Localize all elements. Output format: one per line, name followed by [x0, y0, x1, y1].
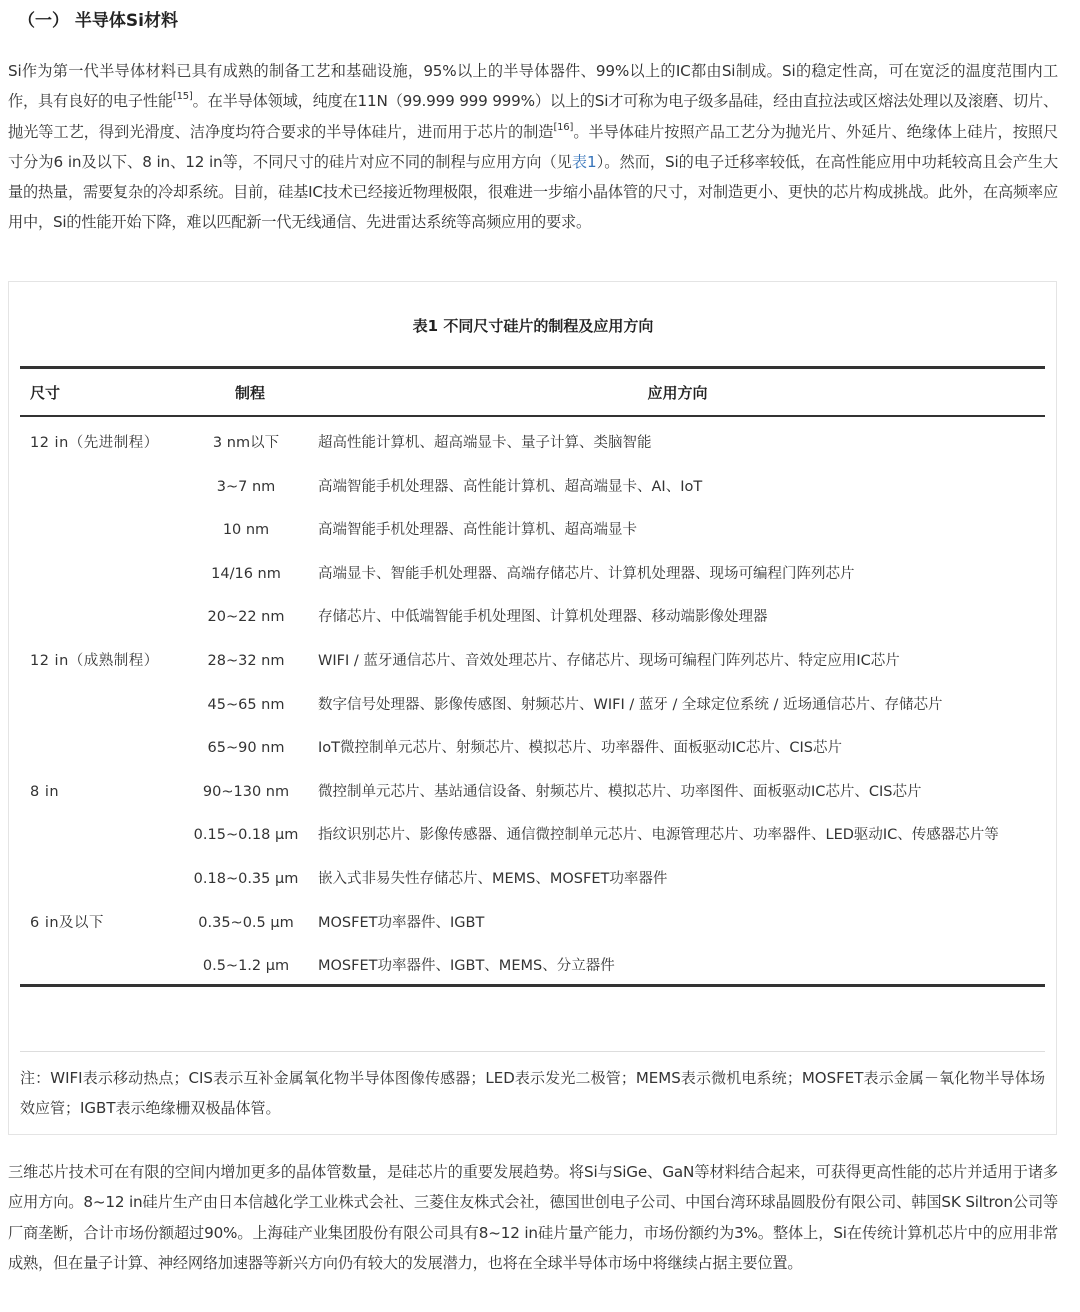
header-size: 尺寸	[20, 368, 190, 417]
table-row	[20, 638, 1045, 682]
size-cell: 8 in	[30, 783, 60, 800]
table-1-link[interactable]: 表1	[571, 152, 597, 171]
application-cell: 高端智能手机处理器、高性能计算机、超高端显卡	[318, 522, 637, 539]
process-cell: 3~7 nm	[216, 478, 276, 495]
application-cell: 数字信号处理器、影像传感图、射频芯片、WIFI / 蓝牙 / 全球定位系统 / 近场通信芯片、存储芯片	[318, 696, 943, 713]
intro-paragraph	[8, 56, 1058, 238]
application-cell: 存储芯片、中低端智能手机处理图、计算机处理器、移动端影像处理器	[318, 609, 768, 626]
process-cell: 0.18~0.35 μm	[193, 870, 299, 887]
application-cell: 微控制单元芯片、基站通信设备、射频芯片、模拟芯片、功率图件、面板驱动IC芯片、CIS芯片	[318, 783, 922, 800]
application-cell: MOSFET功率器件、IGBT	[318, 914, 485, 931]
process-cell: 65~90 nm	[207, 740, 285, 757]
divider	[20, 1051, 1045, 1052]
text: Si作为第一代半导体材料已具有成熟的制备工艺和基础设施，95%以上的半导体器件、99%以上的IC都由Si制成。Si的稳定性高，可在宽泛的温度范围内工作，具有良好的电子性能	[8, 62, 1058, 111]
text: 。半导体硅片按照产品工艺分为抛光片、外延片、绝缘体上硅片，按照尺寸分为6 in及以下、8 in、12 in等，不同尺寸的硅片对应不同的制程与应用方向（见	[8, 122, 1058, 171]
application-cell: IoT微控制单元芯片、射频芯片、模拟芯片、功率器件、面板驱动IC芯片、CIS芯片	[318, 740, 843, 757]
table-row	[20, 900, 1045, 944]
process-cell: 28~32 nm	[207, 652, 285, 669]
citation-16[interactable]: [16]	[553, 121, 574, 133]
process-cell: 20~22 nm	[207, 609, 285, 626]
process-cell: 3 nm以下	[212, 435, 280, 451]
header-application: 应用方向	[310, 368, 1045, 417]
application-cell: 嵌入式非易失性存储芯片、MEMS、MOSFET功率器件	[318, 870, 668, 887]
size-cell: 12 in（先进制程）	[30, 435, 159, 451]
process-cell: 90~130 nm	[202, 783, 290, 800]
application-cell: MOSFET功率器件、IGBT、MEMS、分立器件	[318, 958, 615, 975]
process-cell: 45~65 nm	[207, 696, 285, 713]
text: ）。然而，Si的电子迁移率较低，在高性能应用中功耗较高且会产生大量的热量，需要复杂的冷却系统。目前，硅基IC技术已经接近物理极限，很难进一步缩小晶体管的尺寸，对制造更小、更快的芯片构成挑战。此外，在高频率应用中，Si的性能开始下降，难以匹配新一代无线通信、先进雷达系统等高频应用的要求。	[8, 152, 1059, 232]
table-note: 注：WIFI表示移动热点；CIS表示互补金属氧化物半导体图像传感器；LED表示发光二极管；MEMS表示微机电系统；MOSFET表示金属－氧化物半导体场效应管；IGBT表示绝缘栅双极晶体管。	[20, 1069, 1045, 1117]
size-cell: 6 in及以下	[30, 914, 105, 931]
size-cell: 12 in（成熟制程）	[30, 652, 159, 669]
closing-paragraph: 三维芯片技术可在有限的空间内增加更多的晶体管数量，是硅芯片的重要发展趋势。将Si与SiGe、GaN等材料结合起来，可获得更高性能的芯片并适用于诸多应用方向。8~12 in硅片生产由日本信越化学工业株式会社、三菱住友株式会社，德国世创电子公司、中国台湾环球晶圆股份有限公司、韩国SK Siltron公司等厂商垄断，合计市场份额超过90%。上海硅产业集团股份有限公司具有8~12 in硅片量产能力，市场份额约为3%。整体上，Si在传统计算机芯片中的应用非常成熟，但在量子计算、神经网络加速器等新兴方向仍有较大的发展潜力，也将在全球半导体市场中将继续占据主要位置。	[8, 1163, 1058, 1272]
application-cell: WIFI / 蓝牙通信芯片、音效处理芯片、存储芯片、现场可编程门阵列芯片、特定应用IC芯片	[318, 652, 900, 669]
application-cell: 超高性能计算机、超高端显卡、量子计算、类脑智能	[318, 435, 652, 451]
process-cell: 10 nm	[222, 522, 270, 539]
header-process: 制程	[190, 368, 310, 417]
process-cell: 0.5~1.2 μm	[202, 958, 290, 975]
process-cell: 0.35~0.5 μm	[198, 914, 294, 931]
wafer-table	[20, 366, 1045, 987]
table-header-row	[20, 368, 1045, 417]
table-caption: 表1 不同尺寸硅片的制程及应用方向	[412, 317, 654, 335]
process-cell: 14/16 nm	[211, 565, 281, 582]
table-row	[20, 416, 1045, 464]
table-row	[20, 769, 1045, 813]
citation-15[interactable]: [15]	[172, 91, 193, 103]
application-cell: 高端显卡、智能手机处理器、高端存储芯片、计算机处理器、现场可编程门阵列芯片	[318, 565, 855, 582]
text: 。在半导体领域，纯度在11N（99.999 999 999%）以上的Si才可称为电子级多晶硅，经由直拉法或区熔法处理以及滚磨、切片、抛光等工艺，得到光滑度、洁净度均符合要求的半导体硅片，进而用于芯片的制造	[8, 92, 1058, 141]
section-heading: （一） 半导体Si材料	[18, 11, 178, 31]
application-cell: 高端智能手机处理器、高性能计算机、超高端显卡、AI、IoT	[318, 478, 703, 495]
application-cell: 指纹识别芯片、影像传感器、通信微控制单元芯片、电源管理芯片、功率器件、LED驱动IC、传感器芯片等	[318, 827, 999, 844]
process-cell: 0.15~0.18 μm	[193, 827, 299, 844]
